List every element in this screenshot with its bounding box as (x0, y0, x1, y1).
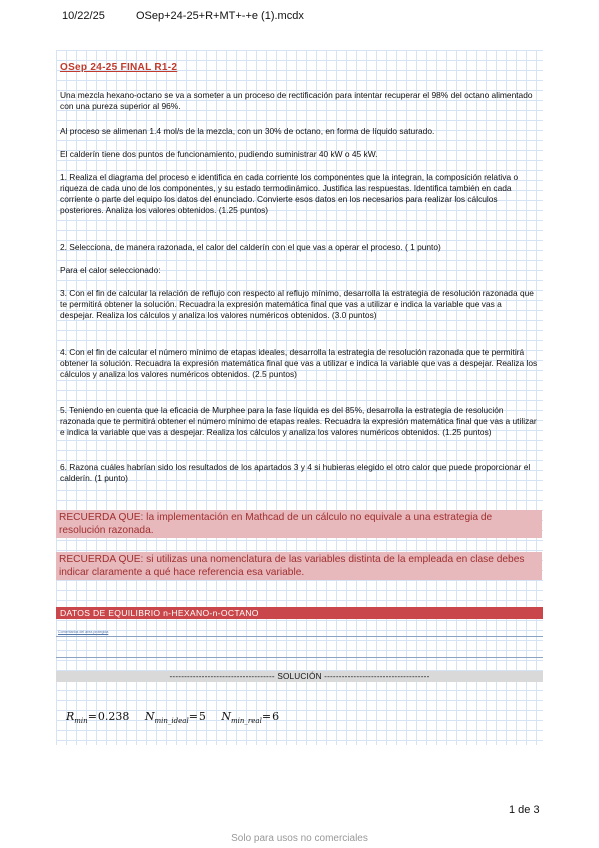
watermark-footer: Solo para usos no comerciales (231, 833, 368, 844)
question-4: 4. Con el fin de calcular el número mínimo de etapas ideales, desarrolla la estrategia de resolución razonada que te permitirá obtener la solución. Recuadra la expresión matemática final que vas a utilizar e indica la variable que vas a despejar. Realiza los cálculos y analiza los valores numéricos obtenidos. (2.5 puntos) (60, 347, 538, 379)
protected-area-link[interactable]: Comentarios del área protegida (58, 630, 109, 634)
question-6: 6. Razona cuáles habrían sido los resultados de los apartados 3 y 4 si hubieras elegido el otro calor que puede proporcionar el calderín. (1 punto) (60, 462, 531, 483)
paragraph-intro: Una mezcla hexano-octano se va a someter a un proceso de rectificación para intentar recuperar el 98% del octano alimentado con una pureza superior al 96%. (60, 90, 533, 111)
page-number: 1 de 3 (509, 804, 540, 816)
question-1: 1. Realiza el diagrama del proceso e identifica en cada corriente los componentes que la integran, la composición relativa o riqueza de cada uno de los componentes, y su estado termodinámico. Justifica las respuestas. Identifica también en cada corriente o parte del equipo los datos del enunciado. Convierte esos datos en los necesarios para realizar los cálculos posteriores. Analiza los valores obtenidos. (1.25 puntos) (60, 172, 519, 215)
result-r-min: $R_{min}=0.238$ (66, 710, 130, 726)
file-name: OSep+24-25+R+MT+-+e (1).mcdx (136, 10, 304, 22)
equilibrium-data-header: DATOS DE EQUILIBRIO n-HEXANO-n-OCTANO (56, 607, 543, 619)
result-n-min-ideal: $N_{min\_ideal}=5$ (144, 710, 206, 726)
paragraph-selected-heat: Para el calor seleccionado: (60, 265, 161, 275)
result-n-min-real: $N_{min\_real}=6$ (221, 710, 280, 726)
region-divider-top (56, 636, 543, 637)
document-title: OSep 24-25 FINAL R1-2 (60, 62, 178, 73)
question-3: 3. Con el fin de calcular la relación de reflujo con respecto al reflujo mínimo, desarrolla la estrategia de resolución razonada que te permitirá obtener la solución. Recuadra la expresión matemática final que vas a utilizar e indica la variable que vas a despejar. Realiza los cálculos y analiza los valores numéricos obtenidos. (3.0 puntos) (60, 288, 534, 320)
region-divider-bottom (56, 657, 543, 658)
question-5: 5. Teniendo en cuenta que la eficacia de Murphee para la fase líquida es del 85%, desarrolla la estrategia de resolución razonada que te permitirá obtener el número mínimo de etapas reales. Recuadra la expresión matemática final que vas a utilizar e indica la variable que vas a despejar. Realiza los cálculos y analiza los valores numéricos obtenidos. (1.25 puntos) (60, 405, 537, 437)
solution-header: ------------------------------------ SOLUCIÓN ------------------------------------ (56, 671, 543, 682)
print-date: 10/22/25 (62, 10, 105, 22)
reminder-note-2: RECUERDA QUE: si utilizas una nomenclatura de las variables distinta de la empleada en clase debes indicar claramente a qué hace referencia esa variable. (56, 552, 542, 580)
worksheet (56, 50, 543, 745)
results-row (66, 710, 291, 725)
question-2: 2. Selecciona, de manera razonada, el calor del calderín con el que vas a operar el proceso. ( 1 punto) (60, 242, 441, 252)
paragraph-reboiler: El calderín tiene dos puntos de funcionamiento, pudiendo suministrar 40 kW o 45 kW. (60, 149, 378, 159)
paragraph-feed: Al proceso se alimenan 1.4 mol/s de la mezcla, con un 30% de octano, en forma de líquido saturado. (60, 126, 435, 136)
reminder-note-1: RECUERDA QUE: la implementación en Mathcad de un cálculo no equivale a una estrategia de resolución razonada. (56, 510, 542, 538)
